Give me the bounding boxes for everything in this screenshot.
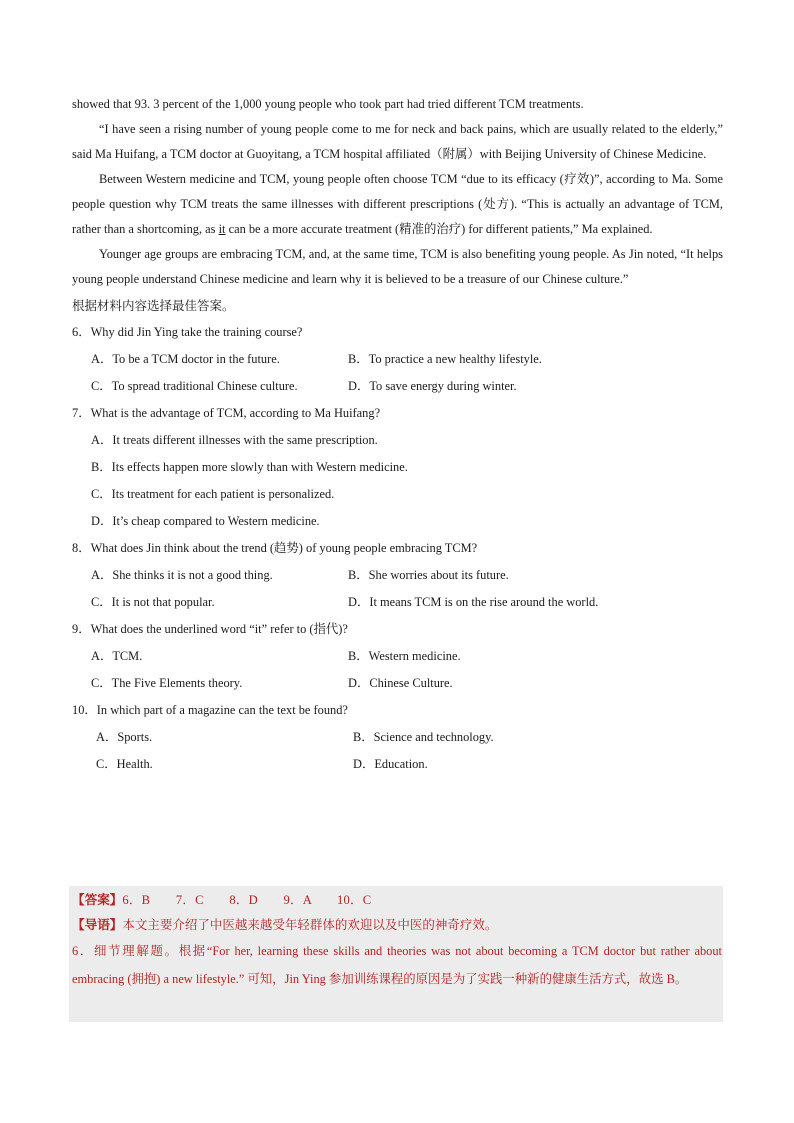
question-6 <box>72 319 723 400</box>
passage-and-questions <box>72 92 723 778</box>
option-b[interactable]: B．She worries about its future. <box>348 568 509 582</box>
paragraph-3-text-b: can be a more accurate treatment (精准的治疗) for different patients,” Ma explained. <box>225 222 653 236</box>
question-stem: 10．In which part of a magazine can the text be found? <box>72 703 348 717</box>
explanation-text: 6．细节理解题。根据“For her, learning these skills and theories was not about becoming a TCM doctor but rather about embracing (拥抱) a new lifestyle.” 可知，Jin Ying 参加训练课程的原因是为了实践一种新的健康生活方式，故选 B。 <box>72 944 722 986</box>
guide-line <box>72 914 497 933</box>
option-b[interactable]: B．Western medicine. <box>348 649 461 663</box>
option-d[interactable]: D．It means TCM is on the rise around the world. <box>348 595 599 609</box>
option-d[interactable]: D．It’s cheap compared to Western medicine. <box>91 514 320 528</box>
option-d[interactable]: D．Chinese Culture. <box>348 676 453 690</box>
answer-tag: 【答案】 <box>72 892 123 907</box>
option-a[interactable]: A．Sports. <box>96 730 153 744</box>
guide-tag: 【导语】 <box>72 917 123 932</box>
question-stem: 7．What is the advantage of TCM, according to Ma Huifang? <box>72 406 381 420</box>
option-b[interactable]: B．Its effects happen more slowly than with Western medicine. <box>91 460 408 474</box>
question-stem: 8．What does Jin think about the trend (趋势) of young people embracing TCM? <box>72 541 478 555</box>
passage-paragraph-3 <box>72 167 723 242</box>
question-8 <box>72 535 723 616</box>
option-b[interactable]: B．To practice a new healthy lifestyle. <box>348 352 542 366</box>
question-stem: 6．Why did Jin Ying take the training course? <box>72 325 303 339</box>
passage-paragraph-4: Younger age groups are embracing TCM, and, at the same time, TCM is also benefiting young people. As Jin noted, “It helps young people understand Chinese medicine and learn why it is believed to be a treasure of our Chinese culture.” <box>72 247 723 286</box>
option-list <box>72 724 723 778</box>
option-c[interactable]: C．The Five Elements theory. <box>91 676 243 690</box>
option-list <box>72 346 723 400</box>
option-list <box>72 562 723 616</box>
question-7 <box>72 400 723 535</box>
answer-key: 6．B 7．C 8．D 9．A 10．C <box>122 893 372 907</box>
passage-paragraph-1: showed that 93. 3 percent of the 1,000 young people who took part had tried different TCM treatments. <box>72 97 584 111</box>
question-10 <box>72 697 723 778</box>
passage-paragraph-2: “I have seen a rising number of young people come to me for neck and back pains, which are usually related to the elderly,” said Ma Huifang, a TCM doctor at Guoyitang, a TCM hospital affiliated（附属）with Beijing University of Chinese Medicine. <box>72 122 723 161</box>
answer-line <box>72 889 371 908</box>
option-list <box>72 643 723 697</box>
option-c[interactable]: C．Its treatment for each patient is personalized. <box>91 487 335 501</box>
answer-section <box>69 886 723 1022</box>
paragraph-3-text-a: Between Western medicine and TCM, young people often choose TCM “due to its efficacy (疗效)”, according to Ma. Some people question why TCM treats the same illnesses with different prescriptions (处方). “This is actually an advantage of TCM, rather than a shortcoming, as <box>72 172 723 236</box>
question-9 <box>72 616 723 697</box>
option-a[interactable]: A．She thinks it is not a good thing. <box>91 568 273 582</box>
option-c[interactable]: C．Health. <box>96 757 153 771</box>
option-d[interactable]: D．To save energy during winter. <box>348 379 517 393</box>
option-a[interactable]: A．TCM. <box>91 649 143 663</box>
guide-text: 本文主要介绍了中医越来越受年轻群体的欢迎以及中医的神奇疗效。 <box>122 917 498 932</box>
option-c[interactable]: C．To spread traditional Chinese culture. <box>91 379 298 393</box>
instruction-text: 根据材料内容选择最佳答案。 <box>72 298 235 313</box>
option-c[interactable]: C．It is not that popular. <box>91 595 215 609</box>
underlined-word-it: it <box>218 222 226 236</box>
option-a[interactable]: A．It treats different illnesses with the same prescription. <box>91 433 378 447</box>
option-d[interactable]: D．Education. <box>353 757 428 771</box>
option-a[interactable]: A．To be a TCM doctor in the future. <box>91 352 280 366</box>
option-b[interactable]: B．Science and technology. <box>353 730 494 744</box>
option-list <box>72 427 723 535</box>
question-stem: 9．What does the underlined word “it” refer to (指代)? <box>72 622 348 636</box>
